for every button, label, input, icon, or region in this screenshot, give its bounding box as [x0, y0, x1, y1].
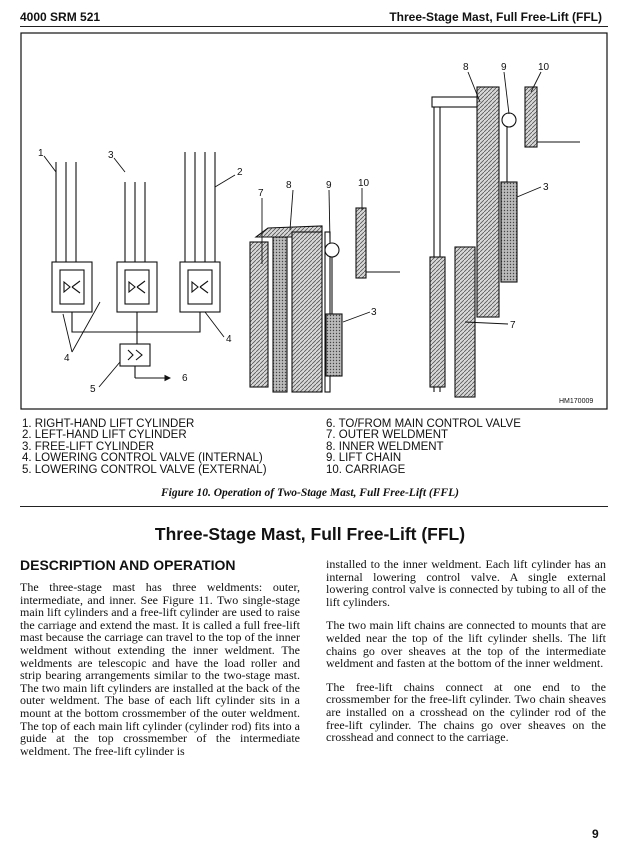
mast-diagram	[20, 32, 610, 412]
callout: 9	[326, 180, 332, 191]
mast-extended	[430, 87, 580, 397]
callout: 5	[90, 384, 96, 395]
mast-collapsed	[250, 208, 400, 392]
header-left: 4000 SRM 521	[20, 10, 101, 24]
callout: 2	[237, 167, 243, 178]
paragraph: The free-lift chains connect at one end to the crossmember for the free-lift cylinder. Two chain sheaves are installed on a crosshead on the cylinder rod of the free-lift cylinder. The chains go over sheaves on the crosshead and connect to the carriage.	[326, 679, 606, 745]
legend-item: 10. CARRIAGE	[326, 463, 406, 476]
callout: 4	[64, 353, 70, 364]
section-title: Three-Stage Mast, Full Free-Lift (FFL)	[154, 524, 466, 544]
callout: 7	[258, 188, 264, 199]
paragraph: installed to the inner weldment. Each lift cylinder has an internal lowering control valve. A single external lowering control valve is connected by tubing to all of the lift cylinders.	[326, 557, 606, 609]
page-number: 9	[592, 827, 599, 841]
callout: 3	[108, 150, 114, 161]
callout: 3	[543, 182, 549, 193]
legend-item: 1. RIGHT-HAND LIFT CYLINDER	[22, 418, 195, 430]
legend-left	[22, 419, 267, 476]
callout: 4	[226, 334, 232, 345]
callout: 8	[463, 62, 469, 73]
section-rule	[20, 506, 608, 507]
header-right: Three-Stage Mast, Full Free-Lift (FFL)	[389, 10, 602, 24]
legend-item: 3. FREE-LIFT CYLINDER	[22, 440, 155, 453]
callout: 9	[501, 62, 507, 73]
hydraulic-schematic	[52, 152, 220, 378]
callout: 10	[538, 62, 550, 73]
legend-item: 5. LOWERING CONTROL VALVE (EXTERNAL)	[22, 463, 267, 476]
callout: 10	[358, 178, 370, 189]
legend-right	[326, 419, 521, 476]
paragraph: The two main lift chains are connected to mounts that are welded near the top of the lift cylinder shells. The lift chains go over sheaves at the top of the intermediate weldment and fasten at the bottom of the inner weldment.	[326, 618, 606, 671]
legend-item: 8. INNER WELDMENT	[326, 440, 444, 453]
legend-item: 7. OUTER WELDMENT	[326, 429, 449, 442]
figure-id: HM170009	[559, 398, 594, 405]
legend-item: 4. LOWERING CONTROL VALVE (INTERNAL)	[22, 452, 263, 465]
right-column	[326, 558, 606, 755]
header-rule	[20, 26, 608, 27]
legend-item: 6. TO/FROM MAIN CONTROL VALVE	[326, 418, 521, 430]
legend-item: 9. LIFT CHAIN	[326, 452, 402, 465]
callout: 6	[182, 373, 188, 384]
callout: 1	[38, 148, 44, 159]
callout: 8	[286, 180, 292, 191]
left-column	[20, 581, 300, 768]
legend-item: 2. LEFT-HAND LIFT CYLINDER	[22, 429, 187, 442]
callout: 3	[371, 307, 377, 318]
figure-caption: Figure 10. Operation of Two-Stage Mast, Full Free-Lift (FFL)	[161, 487, 459, 499]
subheading: DESCRIPTION AND OPERATION	[20, 557, 236, 573]
paragraph: The three-stage mast has three weldments: outer, intermediate, and inner. See Figure 11. Two single-stage main lift cylinders and a free-lift cylinder are used to raise the carriage and extend the mast. It is called a full free-lift mast because the carriage can travel to the top of the inner weldment without extending the inner weldment. The weldments are telescopic and have the load roller and strip bearing arrangements similar to the two-stage mast. The two main lift cylinders are installed at the back of the outer weldment. The base of each lift cylinder sits in a mount at the bottom crossmember of the outer weldment. The top of each main lift cylinder (cylinder rod) fits into a guide at the top crossmember of the intermediate weldment. The free-lift cylinder is	[20, 580, 300, 758]
callout: 7	[510, 320, 516, 331]
